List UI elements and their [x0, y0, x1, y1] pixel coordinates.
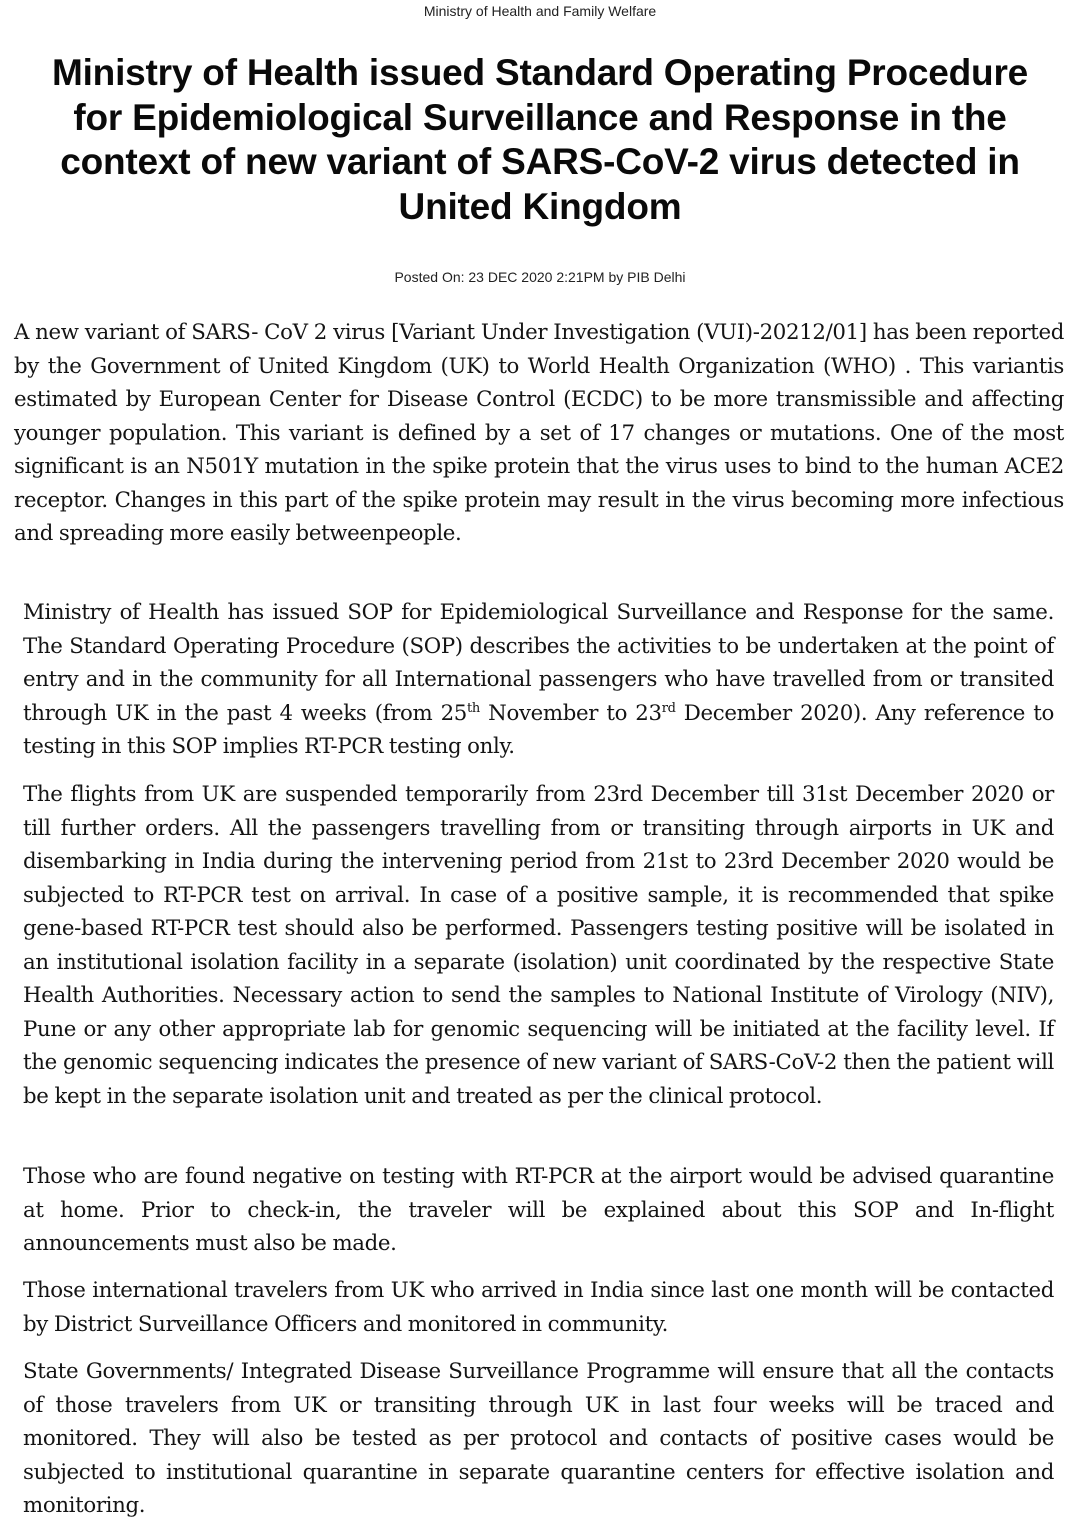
superscript: rd [661, 700, 676, 716]
article-title: Ministry of Health issued Standard Operating Procedure for Epidemiological Surveillance and Response in the context of new variant of SARS-CoV-2 virus detected in United Kingdom [51, 52, 1029, 227]
paragraph-sop-issued [23, 596, 1054, 764]
paragraph-variant-description: A new variant of SARS- CoV 2 virus [Variant Under Investigation (VUI)-20212/01] has been reported by the Government of United Kingdom (UK) to World Health Organization (WHO) . This variantis estimated by European Center for Disease Control (ECDC) to be more transmissible and affecting younger population. This variant is defined by a set of 17 changes or mutations. One of the most significant is an N501Y mutation in the spike protein that the virus uses to bind to the human ACE2 receptor. Changes in this part of the spike protein may result in the virus becoming more infectious and spreading more easily betweenpeople. [14, 320, 1064, 546]
paragraph-flights-suspended: The flights from UK are suspended temporarily from 23rd December till 31st December 2020 or till further orders. All the passengers travelling from or transiting through airports in UK and disembarking in India during the intervening period from 21st to 23rd December 2020 would be subjected to RT-PCR test on arrival. In case of a positive sample, it is recommended that spike gene-based RT-PCR test should also be performed. Passengers testing positive will be isolated in an institutional isolation facility in a separate (isolation) unit coordinated by the respective State Health Authorities. Necessary action to send the samples to National Institute of Virology (NIV), Pune or any other appropriate lab for genomic sequencing will be initiated at the facility level. If the genomic sequencing indicates the presence of new variant of SARS-CoV-2 then the patient will be kept in the separate isolation unit and treated as per the clinical protocol. [23, 782, 1054, 1109]
superscript: th [467, 700, 480, 716]
posted-on: Posted On: 23 DEC 2020 2:21PM by PIB Delhi [394, 269, 686, 285]
paragraph-text: November to 23 [479, 700, 662, 726]
paragraph-travelers-monitoring: Those international travelers from UK who arrived in India since last one month will be contacted by District Surveillance Officers and monitored in community. [23, 1278, 1054, 1337]
ministry-header: Ministry of Health and Family Welfare [423, 3, 657, 19]
paragraph-contact-tracing: State Governments/ Integrated Disease Surveillance Programme will ensure that all the contacts of those travelers from UK or transiting through UK in last four weeks will be traced and monitored. They will also be tested as per protocol and contacts of positive cases would be subjected to institutional quarantine in separate quarantine centers for effective isolation and monitoring. [23, 1359, 1054, 1518]
paragraph-negative-testing: Those who are found negative on testing with RT-PCR at the airport would be advised quarantine at home. Prior to check-in, the traveler will be explained about this SOP and In-flight announcements must also be made. [23, 1164, 1054, 1256]
paragraph-text: Ministry of Health has issued SOP for Epidemiological Surveillance and Response for the same. The Standard Operating Procedure (SOP) describes the activities to be undertaken at the point of entry and in the community for all International passengers who have travelled from or transited through UK in the past 4 weeks (from 25 [23, 600, 1054, 726]
paragraph-text: December 2020). Any reference to testing in this SOP implies RT-PCR testing only. [23, 700, 1054, 759]
